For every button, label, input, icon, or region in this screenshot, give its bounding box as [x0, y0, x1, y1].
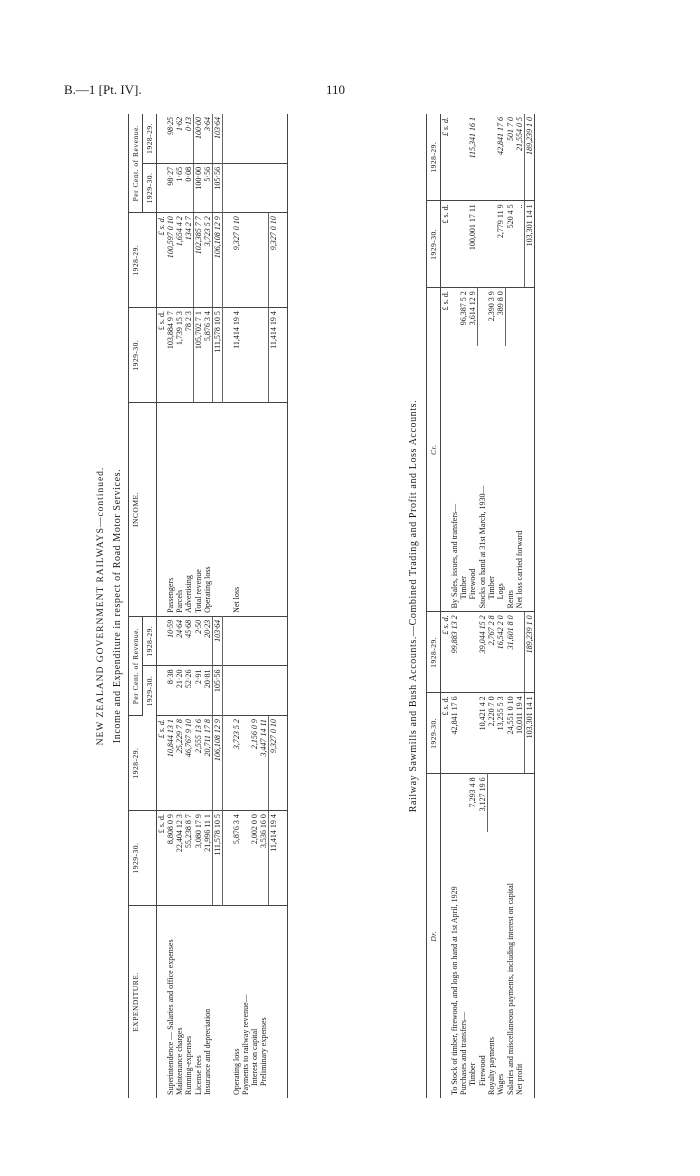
table-row: Royalty payments 2,220 7 0 2,767 2 8 Timber 2,390 3 9 [487, 114, 496, 1098]
income-expenditure-title: Income and Expenditure in respect of Road Motor Services. [112, 468, 123, 744]
units-label: £ s. d. [157, 308, 167, 403]
col-pct: Per Cent. of Revenue. [129, 616, 143, 715]
page-section-label: B.—1 [Pt. IV]. [64, 82, 142, 97]
table-row: Wages 13,255 5 3 16,542 2 0 Logs 389 8 0 2,779 11 9 42,841 17 6 [496, 114, 506, 1098]
col-year1-r: 1929-30. [129, 308, 157, 403]
col-year2: 1928-29. [427, 612, 441, 693]
table-row: Salaries and miscellaneous payments, including interest on capital 24,551 0 10 31,601 8 0 Rents 520 4 5 501 7 0 [506, 114, 515, 1098]
sawmills-title: Railway Sawmills and Bush Accounts.—Combined Trading and Profit and Loss Accounts. [408, 399, 419, 813]
col-income: INCOME. [129, 403, 157, 617]
rotated-page-content [90, 108, 670, 1104]
col-year2-r: 1928-29. [427, 114, 441, 201]
col-pct-y1-r: 1929-30. [143, 163, 157, 212]
col-pct-y2-r: 1928-29. [143, 114, 157, 163]
col-expenditure: EXPENDITURE. [129, 906, 157, 1098]
col-dr: Dr. [427, 774, 441, 1098]
total-row: 103,301 14 1 189,239 1 0 103,301 14 1 189,239 1 0 [524, 114, 534, 1098]
total-row: 11,414 19 4 9,327 0 10 11,414 19 4 9,327 0 10 [269, 114, 279, 1098]
main-title: NEW ZEALAND GOVERNMENT RAILWAYS—continued. [96, 466, 106, 746]
col-year2: 1928-29. [129, 716, 157, 811]
table-row: Timber 7,293 4 8 Firewood 3,614 12 9 100,001 17 11 115,341 16 1 [468, 114, 478, 1098]
table-row: To Stock of timber, firewood, and logs on hand at 1st April, 1929 42,841 17 6 99,883 13 2 By Sales, issues, and transfers— [450, 114, 459, 1098]
table-row: Net profit 10,011 19 4 Net loss carried forward .. 21,554 0 5 [515, 114, 525, 1098]
col-year1: 1929-30. [129, 811, 157, 906]
units-label: £ s. d. [157, 716, 167, 811]
col-pct-y1: 1929-30. [143, 666, 157, 716]
table-row: Superintendence — Salaries and office expenses 8,808 0 9 10,844 13 1 8·38 10·59 Passengers 103,884 9 7 100,597 0 10 98·27 98·25 [166, 114, 175, 1098]
col-cr: Cr. [427, 288, 441, 612]
col-pct-y2: 1928-29. [143, 616, 157, 666]
col-year1-r: 1929-30. [427, 201, 441, 288]
table-row: License fees 3,080 17 9 2,555 13 6 2·91 2·50 Total revenue 105,702 7 1 102,385 7 7 100·00 100·00 [194, 114, 204, 1098]
table-row: Maintenance charges 22,404 12 3 25,229 7 8 21·20 24·64 Parcels 1,739 15 3 1,654 4 2 1·65 1·62 [175, 114, 184, 1098]
table-row: Firewood 3,127 19 6 10,421 4 2 39,044 15 2 Stocks on hand at 31st March, 1930— [478, 114, 488, 1098]
page-number: 110 [326, 82, 346, 97]
sawmills-table: Dr. 1929-30. 1928-29. Cr. 1929-30. 1928-29. £ s. d. £ s. d. £ s. d. £ s. d. £ s. d. To Stock of timber, firewood, and logs on hand at 1st April, 1929 42,841 17 6 99,883 13 2 By Sales, issues, and transfers— Purchases and transfers— Timber 96,387 5 2 Timber 7,293 4 8 Firewood 3,614 12 9 100,001 17 11 115,341 16 1 Firewood 3,127 19 6 10,421 4 2 39,044 15 2 Stocks on hand at 31st March, 1930— Royalty payments 2,220 7 0 2,767 2 8 Timber 2,390 3 9 Wages 13,255 5 3 16,542 2 0 Logs 389 8 0 2,779 11 9 42,841 17 6 Salaries and miscellaneous payments, including interest on capital 24,551 0 10 31,601 8 0 Rents 520 4 5 501 7 0 Net profit 10,011 19 4 Net loss carried forward .. 21,554 0 5 103,301 14 1 189,239 1 0 103,301 14 1 189,239 1 0 [426, 114, 535, 1098]
table-row: Payments to railway revenue— [241, 114, 250, 1098]
units-label: £ s. d. [157, 811, 167, 906]
table-row: Insurance and depreciation 21,996 11 1 20,711 17 8 20·81 20·23 Operating loss 5,876 3 4 3,723 5 2 5·56 3·64 [203, 114, 213, 1098]
table-row: Preliminary expenses 3,536 16 0 3,447 14 11 [259, 114, 269, 1098]
col-year1: 1929-30. [427, 693, 441, 774]
table-row: Running-expenses 55,238 8 7 46,767 9 10 52·26 45·68 Advertising 78 2 3 134 2 7 0·08 0·13 [184, 114, 194, 1098]
col-pct-r: Per Cent. of Revenue. [129, 114, 143, 213]
units-label: £ s. d. [157, 213, 167, 308]
table-row: Operating loss 5,876 3 4 3,723 5 2 Net loss 11,414 19 4 9,327 0 10 [232, 114, 241, 1098]
table-row: Purchases and transfers— Timber 96,387 5 2 [459, 114, 468, 1098]
road-motor-services-table [128, 114, 288, 1098]
subtotal-row: 111,578 10 5 106,108 12 9 105·56 103·64 111,578 10 5 106,108 12 9 105·56 103·64 [213, 114, 223, 1098]
col-year2-r: 1928-29. [129, 213, 157, 308]
table-row: Interest on capital 2,002 0 0 2,156 0 9 [250, 114, 259, 1098]
